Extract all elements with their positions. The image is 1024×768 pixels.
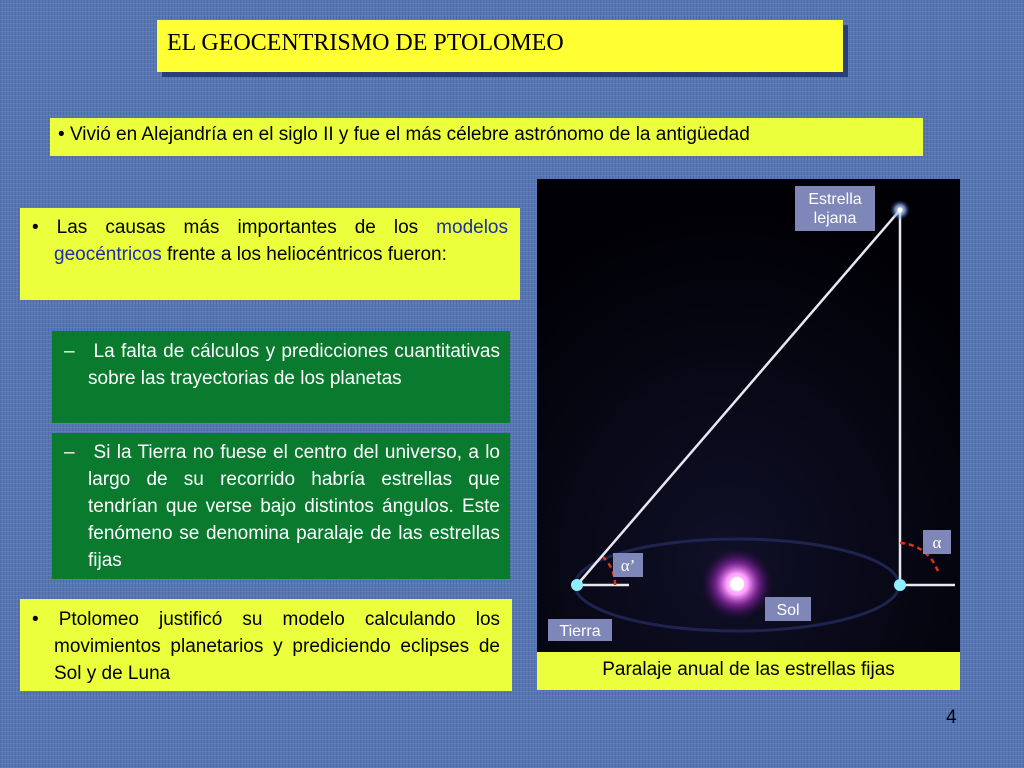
sun-label: Sol [776,602,800,619]
causes-prefix: Las causas más importantes de los [56,217,437,238]
diagram-caption-text: Paralaje anual de las estrellas fijas [602,659,895,680]
earth-right-icon [894,579,906,591]
bullet-icon: • [32,609,39,630]
reason-1-paragraph [64,338,500,392]
alpha-prime-label: α’ [620,556,636,575]
diagram-caption [537,652,960,690]
intro-text: Vivió en Alejandría en el siglo II y fue el más célebre astrónomo de la antigüedad [69,124,750,145]
slide-title [157,20,843,72]
dash-icon: – [64,341,75,362]
intro-box [50,118,923,156]
reason-2-box [52,433,510,579]
earth-left-icon [571,579,583,591]
page-number: 4 [946,707,957,728]
star-label-line2: lejana [813,210,857,227]
reason-1-text: La falta de cálculos y predicciones cuantitativas sobre las trayectorias de los planetas [88,341,500,389]
earth-label: Tierra [559,623,601,640]
causes-paragraph [32,214,508,268]
reason-2-text: Si la Tierra no fuese el centro del universo, a lo largo de su recorrido habría estrellas que tendrían que verse bajo distintos ángulos. Este fenómeno se denomina paralaje de las estrellas fijas [88,442,500,571]
alpha-label: α [932,533,942,552]
reason-2-paragraph [64,439,500,574]
causes-box [20,208,520,300]
conclusion-paragraph [32,606,500,687]
bullet-icon: • [32,217,39,238]
conclusion-text: Ptolomeo justificó su modelo calculando los movimientos planetarios y prediciendo eclipses de Sol y de Luna [54,609,501,684]
causes-highlight: modelos geocéntricos [54,217,508,265]
parallax-diagram [537,179,960,656]
sun-core-icon [730,577,744,591]
bullet-icon: • [58,124,65,145]
distant-star-core-icon [898,208,903,213]
reason-1-box [52,331,510,423]
causes-suffix: frente a los heliocéntricos fueron: [161,244,447,265]
star-label-line1: Estrella [808,191,862,208]
parallax-diagram-svg [537,179,960,656]
slide-title-text: EL GEOCENTRISMO DE PTOLOMEO [167,30,564,56]
dash-icon: – [64,442,75,463]
conclusion-box [20,599,512,691]
